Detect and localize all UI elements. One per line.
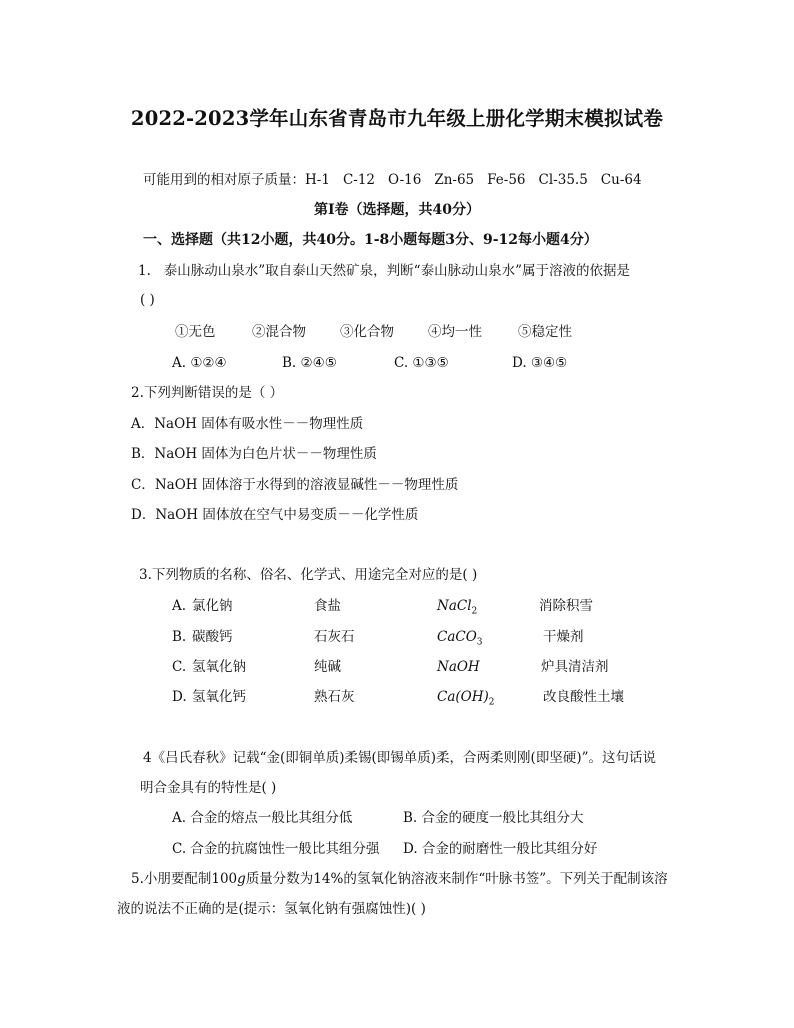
- common-name: 熟石灰: [314, 689, 355, 705]
- answer-paren: ( ): [140, 292, 155, 308]
- section-header: 第Ⅰ卷（选择题，共40分）: [313, 202, 481, 218]
- use: 干燥剂: [543, 629, 584, 645]
- option-b: B. 合金的硬度一般比其组分大: [403, 810, 584, 826]
- question-5-stem-cont: 液的说法不正确的是(提示：氢氧化钠有强腐蚀性)( ): [117, 901, 426, 917]
- option-c: C. 合金的抗腐蚀性一般比其组分强: [172, 841, 380, 857]
- item: ②混合物: [252, 324, 306, 340]
- substance-name: 氢氧化钙: [192, 689, 246, 705]
- use: 消除积雪: [539, 598, 593, 614]
- option-a: A．NaOH 固体有吸水性－－物理性质: [131, 416, 364, 432]
- question-5-stem: 5.小朋要配制100g质量分数为14%的氢氧化钠溶液来制作“叶脉书签”。下列关于配制该溶: [131, 871, 668, 887]
- option-a: A. ①②④: [172, 355, 227, 371]
- chemical-formula: $Ca(OH)_2$: [437, 689, 495, 708]
- use: 改良酸性土壤: [543, 689, 624, 705]
- atomic-mass-item: H-1: [305, 172, 330, 188]
- option-d: D．NaOH 固体放在空气中易变质－－化学性质: [131, 507, 419, 523]
- atomic-mass-item: Cl-35.5: [538, 172, 588, 188]
- chemical-formula: NaCl$_2$: [437, 598, 478, 617]
- question-4-stem: 4《吕氏春秋》记载“金(即铜单质)柔锡(即锡单质)柔，合两柔则刚(即坚硬)”。这句话说: [143, 750, 656, 766]
- option-d: D. 合金的耐磨性一般比其组分好: [403, 841, 598, 857]
- item: ⑤稳定性: [518, 324, 572, 340]
- option-b: B. ②④⑤: [282, 355, 337, 371]
- item: ①无色: [175, 324, 216, 340]
- question-text: 泰山脉动山泉水”取自泰山天然矿泉，判断“泰山脉动山泉水”属于溶液的依据是: [163, 263, 630, 279]
- page-title: 2022-2023学年山东省青岛市九年级上册化学期末模拟试卷: [130, 107, 664, 130]
- atomic-mass-item: O-16: [388, 172, 422, 188]
- row-letter: C.: [172, 659, 187, 675]
- row-letter: A.: [172, 598, 187, 614]
- question-4-stem-cont: 明合金具有的特性是( ): [140, 780, 277, 796]
- item: ④均一性: [428, 324, 482, 340]
- substance-name: 碳酸钙: [192, 629, 233, 645]
- atomic-mass-line: [143, 170, 642, 190]
- use: 炉具清洁剂: [541, 659, 609, 675]
- common-name: 石灰石: [314, 629, 355, 645]
- common-name: 食盐: [314, 598, 341, 614]
- option-c: C．NaOH 固体溶于水得到的溶液显碱性－－物理性质: [131, 477, 459, 493]
- question-1-stem: [138, 261, 630, 281]
- atomic-mass-label: 可能用到的相对原子质量：: [143, 172, 305, 188]
- row-letter: B.: [172, 629, 187, 645]
- part-header: 一、选择题（共12小题，共40分。1-8小题每题3分、9-12每小题4分）: [143, 232, 598, 248]
- chemical-formula: NaOH: [437, 659, 480, 675]
- row-letter: D.: [172, 689, 187, 705]
- question-3-stem: 3.下列物质的名称、俗名、化学式、用途完全对应的是( ): [139, 567, 478, 583]
- option-d: D. ③④⑤: [512, 355, 568, 371]
- question-number: 1.: [138, 263, 151, 279]
- option-c: C. ①③⑤: [394, 355, 449, 371]
- substance-name: 氢氧化钠: [192, 659, 246, 675]
- atomic-mass-item: Cu-64: [600, 172, 642, 188]
- atomic-mass-item: Fe-56: [487, 172, 526, 188]
- chemical-formula: CaCO$_3$: [437, 629, 483, 648]
- option-b: B．NaOH 固体为白色片状－－物理性质: [131, 446, 377, 462]
- atomic-mass-item: C-12: [342, 172, 376, 188]
- common-name: 纯碱: [314, 659, 341, 675]
- option-a: A. 合金的熔点一般比其组分低: [172, 810, 353, 826]
- item: ③化合物: [340, 324, 394, 340]
- substance-name: 氯化钠: [192, 598, 233, 614]
- question-2-stem: 2.下列判断错误的是（ ）: [131, 385, 284, 401]
- atomic-mass-item: Zn-65: [434, 172, 475, 188]
